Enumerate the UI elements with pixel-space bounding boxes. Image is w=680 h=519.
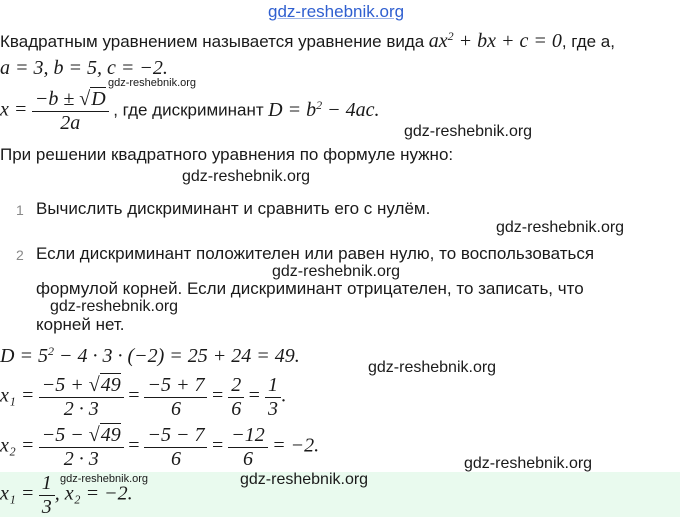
denominator: 6 <box>144 447 207 471</box>
answer-x2: , x₂ = −2. <box>54 482 133 505</box>
step-number: 2 <box>16 247 24 263</box>
intro-line-1 <box>0 30 615 53</box>
numerator: 1 <box>41 472 52 494</box>
fraction <box>39 424 124 471</box>
watermark: gdz-reshebnik.org <box>50 298 179 315</box>
fraction <box>228 374 244 421</box>
roots-text: , где дискриминант <box>113 100 264 120</box>
step-text: корней нет. <box>36 315 125 334</box>
discriminant-formula: $D = b^2 - 4ac$. <box>268 97 380 121</box>
watermark-top-link[interactable]: gdz-reshebnik.org <box>268 2 405 21</box>
watermark: gdz-reshebnik.org <box>368 359 497 376</box>
numerator: −5 + √49 <box>41 374 121 396</box>
steps-heading: При решении квадратного уравнения по формуле нужно: <box>0 145 454 164</box>
answer-fraction <box>39 472 55 519</box>
fraction <box>144 424 207 471</box>
roots-fraction <box>32 88 109 135</box>
watermark: gdz-reshebnik.org <box>182 168 311 185</box>
watermark: gdz-reshebnik.org <box>272 263 401 280</box>
numerator: −5 − 7 <box>147 424 205 446</box>
denominator: 6 <box>228 397 244 421</box>
step-number: 1 <box>16 202 24 218</box>
intro-tail: , где a, <box>561 32 615 51</box>
equals-sign: = <box>128 384 145 407</box>
equals-sign: = <box>211 384 229 407</box>
answer-x1-lhs: x₁ = <box>0 482 35 505</box>
step-text: Если дискриминант положителен или равен нулю, то воспользоваться <box>36 244 595 263</box>
coefficients: a = 3, b = 5, c = −2. <box>0 57 168 79</box>
denominator: 3 <box>265 397 281 421</box>
discriminant-calculation <box>0 345 300 368</box>
denominator: 3 <box>39 495 55 519</box>
denominator: 2 · 3 <box>39 447 124 471</box>
roots-denominator: 2a <box>32 111 109 135</box>
roots-formula <box>0 88 379 135</box>
x2-result: = −2. <box>272 434 320 457</box>
step-text: Вычислить дискриминант и сравнить его с нулём. <box>36 199 431 218</box>
discriminant-expression: $D = 5^2 - 4 \cdot 3 \cdot (-2) = 25 + 24 = 49$. <box>0 344 300 367</box>
numerator: −5 − √49 <box>41 424 121 446</box>
fraction <box>144 374 207 421</box>
equals-sign: = <box>211 434 229 457</box>
denominator: 6 <box>144 397 207 421</box>
roots-numerator: −b ± √D <box>34 88 106 110</box>
x1-lhs: x₁ = <box>0 384 35 407</box>
equals-sign: = <box>128 434 145 457</box>
roots-lhs: x = <box>0 98 28 121</box>
fraction <box>265 374 281 421</box>
denominator: 2 · 3 <box>39 397 124 421</box>
denominator: 6 <box>228 447 268 471</box>
watermark: gdz-reshebnik.org <box>496 219 625 236</box>
x1-calculation: x₁ = $\frac{-5 + √49}{2 \cdot 3}$ = $\frac{-5 + 7}{6}$ = $\frac{2}{6}$ = $\frac{1}{3}$ . <box>0 374 286 420</box>
watermark: gdz-reshebnik.org <box>240 471 369 488</box>
x2-lhs: x₂ = <box>0 434 35 457</box>
numerator: −5 + 7 <box>147 374 205 396</box>
watermark: gdz-reshebnik.org <box>108 77 197 89</box>
numerator: −12 <box>231 424 265 446</box>
numerator: 2 <box>231 374 242 396</box>
fraction <box>39 374 124 421</box>
numerator: 1 <box>267 374 278 396</box>
watermark: gdz-reshebnik.org <box>60 473 149 485</box>
step-text: формулой корней. Если дискриминант отрицателен, то записать, что <box>36 279 584 298</box>
quadratic-general-form: $ax^2$ + bx + c = 0 <box>428 29 562 52</box>
watermark: gdz-reshebnik.org <box>464 455 593 472</box>
equals-sign: = <box>248 384 265 407</box>
fraction <box>228 424 268 471</box>
x2-calculation <box>0 424 319 471</box>
intro-text: Квадратным уравнением называется уравнение вида <box>0 32 425 51</box>
watermark: gdz-reshebnik.org <box>404 123 533 140</box>
